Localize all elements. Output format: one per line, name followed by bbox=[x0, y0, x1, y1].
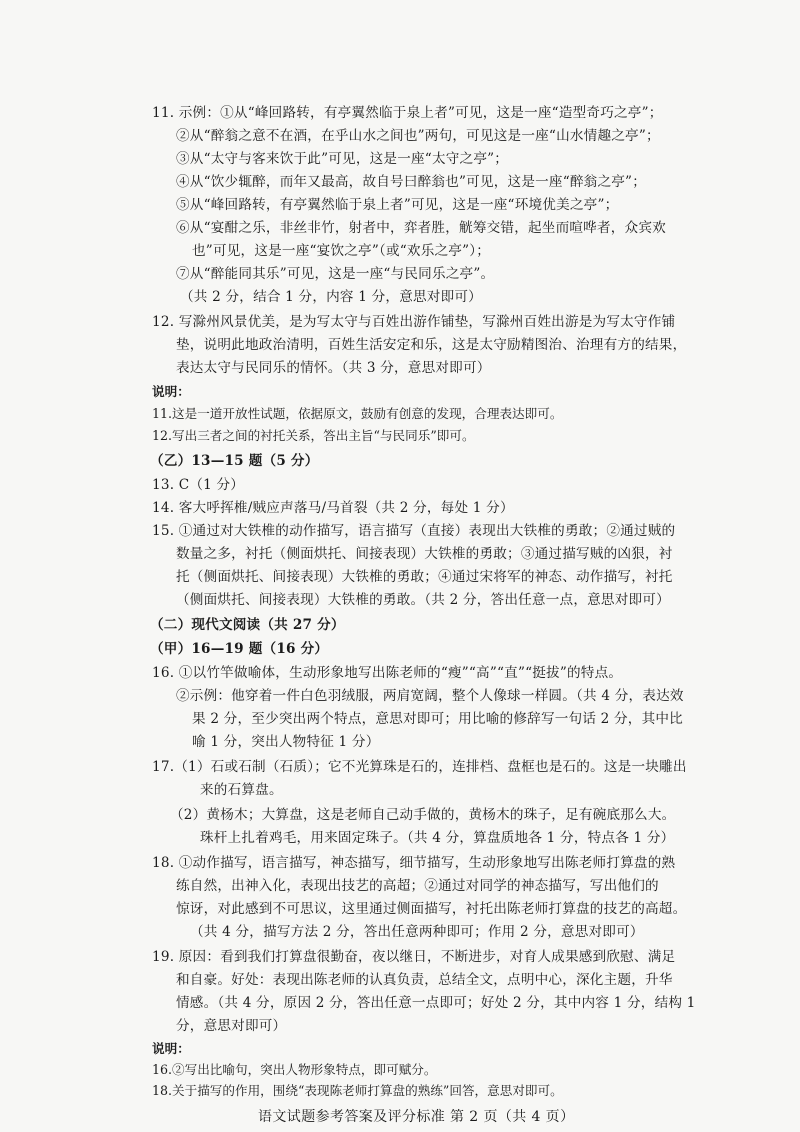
answer-15-cont-2: 托（侧面烘托、间接表现）大铁椎的勇敢；④通过宋将军的神态、动作描写，衬托 bbox=[176, 569, 673, 585]
answer-11-example-6-cont: 也”可见，这是一座“宴饮之亭”（或“欢乐之亭”）； bbox=[192, 243, 491, 259]
answer-16-part-2: ②示例：他穿着一件白色羽绒服，两肩宽阔，整个人像球一样圆。（共 4 分，表达效 bbox=[176, 688, 684, 704]
answer-16-part-1: 16. ①以竹竿做喻体，生动形象地写出陈老师的“瘦”“高”“直”“挺拔”的特点。 bbox=[152, 665, 623, 681]
answer-17-part-1: 17.（1）石或石制（石质）；它不光算珠是石的，连排档、盘框也是石的。这是一块雕出 bbox=[152, 759, 687, 775]
section-jia-16-19: （甲）16—19 题（16 分） bbox=[150, 641, 329, 657]
answer-13: 13. C（1 分） bbox=[152, 477, 245, 493]
answer-18-scoring: （共 4 分，描写方法 2 分，答出任意两种即可；作用 2 分，意思对即可） bbox=[190, 924, 644, 940]
answer-17-part-1-cont: 来的石算盘。 bbox=[200, 782, 283, 798]
answer-19: 19. 原因：看到我们打算盘很勤奋，夜以继日，不断进步，对育人成果感到欣慰、满足 bbox=[152, 949, 676, 965]
notes-heading-2: 说明： bbox=[152, 1041, 190, 1056]
answer-17-part-2-cont: 珠杆上扎着鸡毛，用来固定珠子。（共 4 分，算盘质地各 1 分，特点各 1 分） bbox=[200, 830, 675, 846]
answer-12-cont-1: 垫，说明此地政治清明，百姓生活安定和乐，这是太守励精图治、治理有方的结果， bbox=[176, 337, 687, 353]
answer-11-intro: 11. 示例：①从“峰回路转，有亭翼然临于泉上者”可见，这是一座“造型奇巧之亭”； bbox=[152, 105, 663, 121]
note-12: 12.写出三者之间的衬托关系，答出主旨“与民同乐”即可。 bbox=[152, 428, 475, 443]
note-16: 16.②写出比喻句，突出人物形象特点，即可赋分。 bbox=[152, 1062, 437, 1077]
answer-15-cont-3: （侧面烘托、间接表现）大铁椎的勇敢。（共 2 分，答出任意一点，意思对即可） bbox=[176, 592, 670, 608]
answer-11-example-3: ③从“太守与客来饮于此”可见，这是一座“太守之亭”； bbox=[176, 151, 509, 167]
answer-18-cont-2: 惊讶，对此感到不可思议，这里通过侧面描写，衬托出陈老师打算盘的技艺的高超。 bbox=[176, 901, 687, 917]
answer-18-cont-1: 练自然，出神入化，表现出技艺的高超；②通过对同学的神态描写，写出他们的 bbox=[176, 878, 659, 894]
answer-11-example-7: ⑦从“醉能同其乐”可见，这是一座“与民同乐之亭”。 bbox=[176, 266, 495, 282]
answer-16-part-2-cont-2: 喻 1 分，突出人物特征 1 分） bbox=[192, 734, 380, 750]
answer-16-part-2-cont-1: 果 2 分，至少突出两个特点，意思对即可；用比喻的修辞写一句话 2 分，其中比 bbox=[192, 711, 683, 727]
answer-11-example-5: ⑤从“峰回路转，有亭翼然临于泉上者”可见，这是一座“环境优美之亭”； bbox=[176, 197, 619, 213]
answer-14: 14. 客大呼挥椎/贼应声落马/马首裂（共 2 分，每处 1 分） bbox=[152, 500, 514, 516]
answer-11-scoring: （共 2 分，结合 1 分，内容 1 分，意思对即可） bbox=[180, 289, 482, 305]
answer-11-example-4: ④从“饮少辄醉，而年又最高，故自号曰醉翁也”可见，这是一座“醉翁之亭”； bbox=[176, 174, 646, 190]
answer-19-cont-1: 和自豪。好处：表现出陈老师的认真负责，总结全文，点明中心，深化主题，升华 bbox=[176, 972, 673, 988]
answer-12-cont-2: 表达太守与民同乐的情怀。（共 3 分，意思对即可） bbox=[176, 360, 491, 376]
note-11: 11.这是一道开放性试题，依据原文，鼓励有创意的发现，合理表达即可。 bbox=[152, 406, 563, 421]
answer-18: 18. ①动作描写，语言描写，神态描写，细节描写，生动形象地写出陈老师打算盘的熟 bbox=[152, 855, 676, 871]
page-footer: 语文试题参考答案及评分标准 第 2 页（共 4 页） bbox=[258, 1109, 575, 1125]
answer-17-part-2: （2）黄杨木；大算盘，这是老师自己动手做的，黄杨木的珠子，足有碗底那么大。 bbox=[170, 807, 676, 823]
answer-19-cont-2: 情感。（共 4 分，原因 2 分，答出任意一点即可；好处 2 分，其中内容 1 分，结构 1 bbox=[176, 995, 696, 1011]
note-18: 18.关于描写的作用，围绕“表现陈老师打算盘的熟练”回答，意思对即可。 bbox=[152, 1083, 563, 1098]
notes-heading: 说明： bbox=[152, 384, 190, 399]
section-yi-13-15: （乙）13—15 题（5 分） bbox=[150, 453, 319, 469]
answer-12: 12. 写滁州风景优美，是为写太守与百姓出游作铺垫，写滁州百姓出游是为写太守作铺 bbox=[152, 314, 676, 330]
answer-15: 15. ①通过对大铁椎的动作描写，语言描写（直接）表现出大铁椎的勇敢；②通过贼的 bbox=[152, 523, 676, 539]
answer-19-cont-3: 分，意思对即可） bbox=[176, 1018, 287, 1034]
answer-11-example-6: ⑥从“宴酣之乐，非丝非竹，射者中，弈者胜，觥筹交错，起坐而喧哗者，众宾欢 bbox=[176, 220, 666, 236]
answer-15-cont-1: 数量之多，衬托（侧面烘托、间接表现）大铁椎的勇敢；③通过描写贼的凶狠，衬 bbox=[176, 546, 673, 562]
section-modern-reading: （二）现代文阅读（共 27 分） bbox=[150, 617, 345, 633]
answer-11-example-2: ②从“醉翁之意不在酒，在乎山水之间也”两句，可见这是一座“山水情趣之亭”； bbox=[176, 128, 660, 144]
